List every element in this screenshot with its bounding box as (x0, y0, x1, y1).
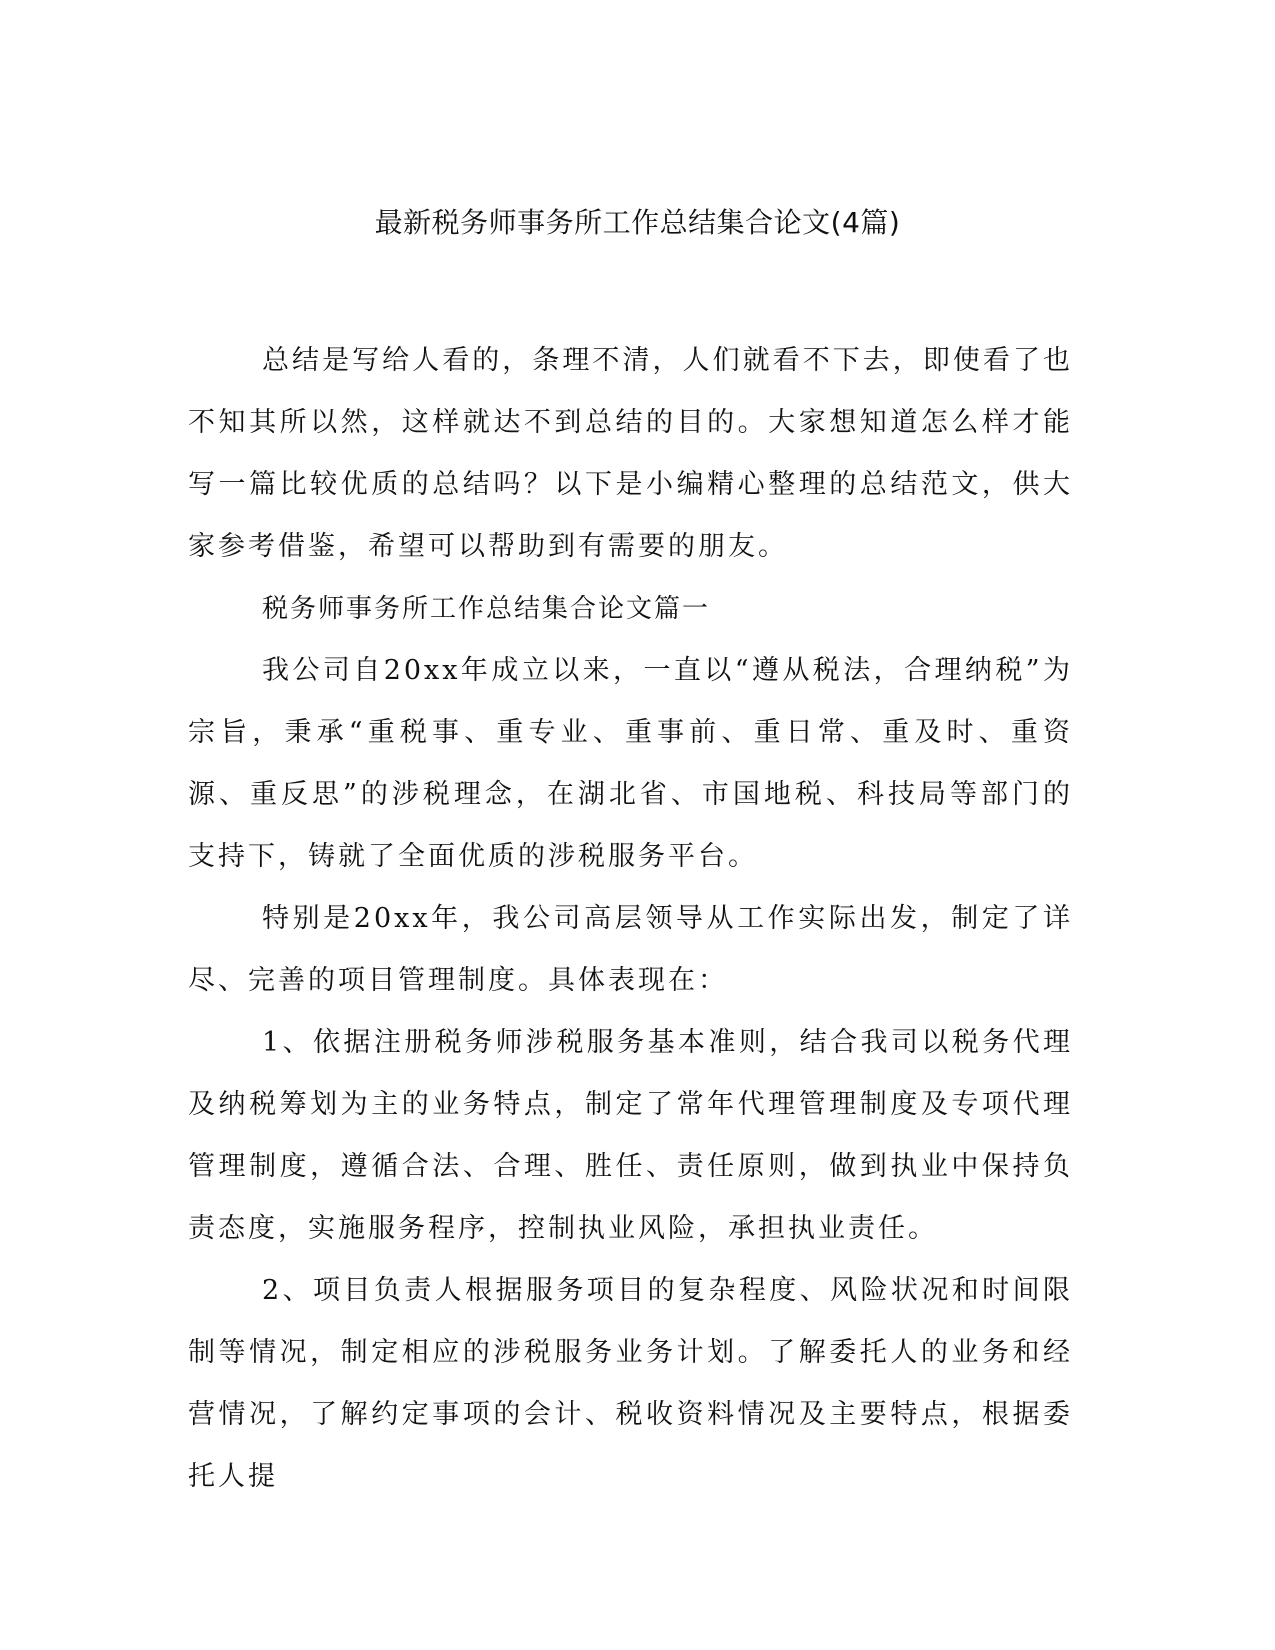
item-1-paragraph: 1、依据注册税务师涉税服务基本准则，结合我司以税务代理及纳税筹划为主的业务特点，制定了常年代理管理制度及专项代理管理制度，遵循合法、合理、胜任、责任原则，做到执业中保持负责态度，实施服务程序，控制执业风险，承担执业责任。 (188, 1027, 1073, 1244)
section-heading: 税务师事务所工作总结集合论文篇一 (262, 594, 711, 624)
management-system-paragraph: 特别是20xx年，我公司高层领导从工作实际出发，制定了详尽、完善的项目管理制度。具体表现在： (188, 903, 1073, 996)
company-intro-paragraph: 我公司自20xx年成立以来，一直以“遵从税法，合理纳税”为宗旨，秉承“重税事、重专业、重事前、重日常、重及时、重资源、重反思”的涉税理念，在湖北省、市国地税、科技局等部门的支持下，铸就了全面优质的涉税服务平台。 (188, 655, 1073, 872)
item-2-paragraph: 2、项目负责人根据服务项目的复杂程度、风险状况和时间限制等情况，制定相应的涉税服务业务计划。了解委托人的业务和经营情况，了解约定事项的会计、税收资料情况及主要特点，根据委托人提 (188, 1275, 1073, 1492)
document-body (188, 330, 1073, 1508)
intro-paragraph: 总结是写给人看的，条理不清，人们就看不下去，即使看了也不知其所以然，这样就达不到总结的目的。大家想知道怎么样才能写一篇比较优质的总结吗？以下是小编精心整理的总结范文，供大家参考借鉴，希望可以帮助到有需要的朋友。 (188, 345, 1073, 562)
document-title: 最新税务师事务所工作总结集合论文(4篇) (374, 206, 901, 239)
